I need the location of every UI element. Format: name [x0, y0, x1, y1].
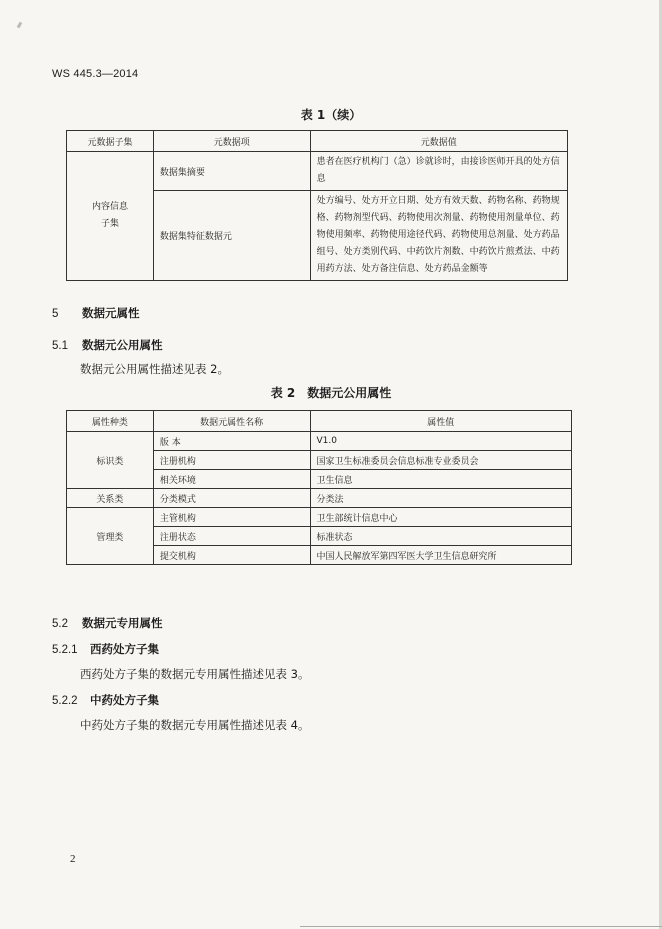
- table2-value-cell: 标准状态: [310, 527, 571, 546]
- table2-name-cell: 注册状态: [153, 527, 310, 546]
- section-title: 数据元公用属性: [82, 338, 163, 352]
- table2-category-cell: 管理类: [67, 508, 154, 565]
- table-row: [67, 508, 572, 527]
- page-number: 2: [70, 853, 76, 865]
- paragraph: 中药处方子集的数据元专用属性描述见表 4。: [80, 718, 310, 732]
- table2-name-cell: 注册机构: [153, 451, 310, 470]
- section-heading: [52, 337, 163, 353]
- section-number: 5.2.2: [52, 695, 78, 707]
- table1-caption: 表 1（续）: [300, 108, 362, 122]
- table2-category-cell: 关系类: [67, 489, 154, 508]
- section-title: 西药处方子集: [90, 642, 159, 656]
- section-heading: [52, 305, 140, 321]
- table-row: [67, 152, 568, 191]
- section-heading: [52, 692, 159, 708]
- table2-name-cell: 分类模式: [153, 489, 310, 508]
- table-row: [67, 489, 572, 508]
- table1-header-value: 元数据值: [310, 131, 567, 152]
- table1-header-subset: 元数据子集: [67, 131, 154, 152]
- table2-category-cell: 标识类: [67, 432, 154, 489]
- standard-number: WS 445.3—2014: [52, 68, 139, 80]
- table1-header-item: 元数据项: [153, 131, 310, 152]
- table2: [66, 410, 572, 565]
- table2-caption: 表 2 数据元公用属性: [270, 386, 392, 400]
- table2-value-cell: 卫生部统计信息中心: [310, 508, 571, 527]
- section-number: 5.2: [52, 618, 68, 630]
- paragraph: 数据元公用属性描述见表 2。: [80, 362, 229, 376]
- table1-item-cell: 数据集摘要: [153, 152, 310, 191]
- scan-mark: [17, 22, 23, 29]
- table2-value-cell: 国家卫生标准委员会信息标准专业委员会: [310, 451, 571, 470]
- table2-value-cell: 卫生信息: [310, 470, 571, 489]
- section-title: 数据元属性: [82, 306, 140, 320]
- table2-header-value: 属性值: [310, 411, 571, 432]
- table2-header-name: 数据元属性名称: [153, 411, 310, 432]
- table2-header-category: 属性种类: [67, 411, 154, 432]
- table1-header-row: [67, 131, 568, 152]
- table2-name-cell: 版 本: [153, 432, 310, 451]
- table2-name-cell: 相关环境: [153, 470, 310, 489]
- table1-item-cell: 数据集特征数据元: [153, 191, 310, 281]
- table1-value-cell: 患者在医疗机构门（急）诊就诊时，由接诊医师开具的处方信息: [310, 152, 567, 191]
- section-heading: [52, 615, 163, 631]
- table1-subset-cell: 内容信息子集: [67, 152, 154, 281]
- table2-value-cell: 分类法: [310, 489, 571, 508]
- table2-value-cell: 中国人民解放军第四军医大学卫生信息研究所: [310, 546, 571, 565]
- table-row: [67, 432, 572, 451]
- paragraph: 西药处方子集的数据元专用属性描述见表 3。: [80, 667, 310, 681]
- section-number: 5.2.1: [52, 644, 78, 656]
- section-title: 数据元专用属性: [82, 616, 163, 630]
- table2-name-cell: 主管机构: [153, 508, 310, 527]
- table2-header-row: [67, 411, 572, 432]
- section-heading: [52, 641, 159, 657]
- section-number: 5: [52, 308, 59, 320]
- section-title: 中药处方子集: [90, 693, 159, 707]
- table1: [66, 130, 568, 281]
- table2-value-cell: V1.0: [310, 432, 571, 451]
- section-number: 5.1: [52, 340, 68, 352]
- bottom-edge-line: [300, 926, 662, 927]
- table1-value-cell: 处方编号、处方开立日期、处方有效天数、药物名称、药物规格、药物剂型代码、药物使用次剂量、药物使用剂量单位、药物使用频率、药物使用途径代码、药物使用总剂量、处方药品组号、处方类别代码、中药饮片剂数、中药饮片煎煮法、中药用药方法、处方备注信息、处方药品金额等: [310, 191, 567, 281]
- table2-name-cell: 提交机构: [153, 546, 310, 565]
